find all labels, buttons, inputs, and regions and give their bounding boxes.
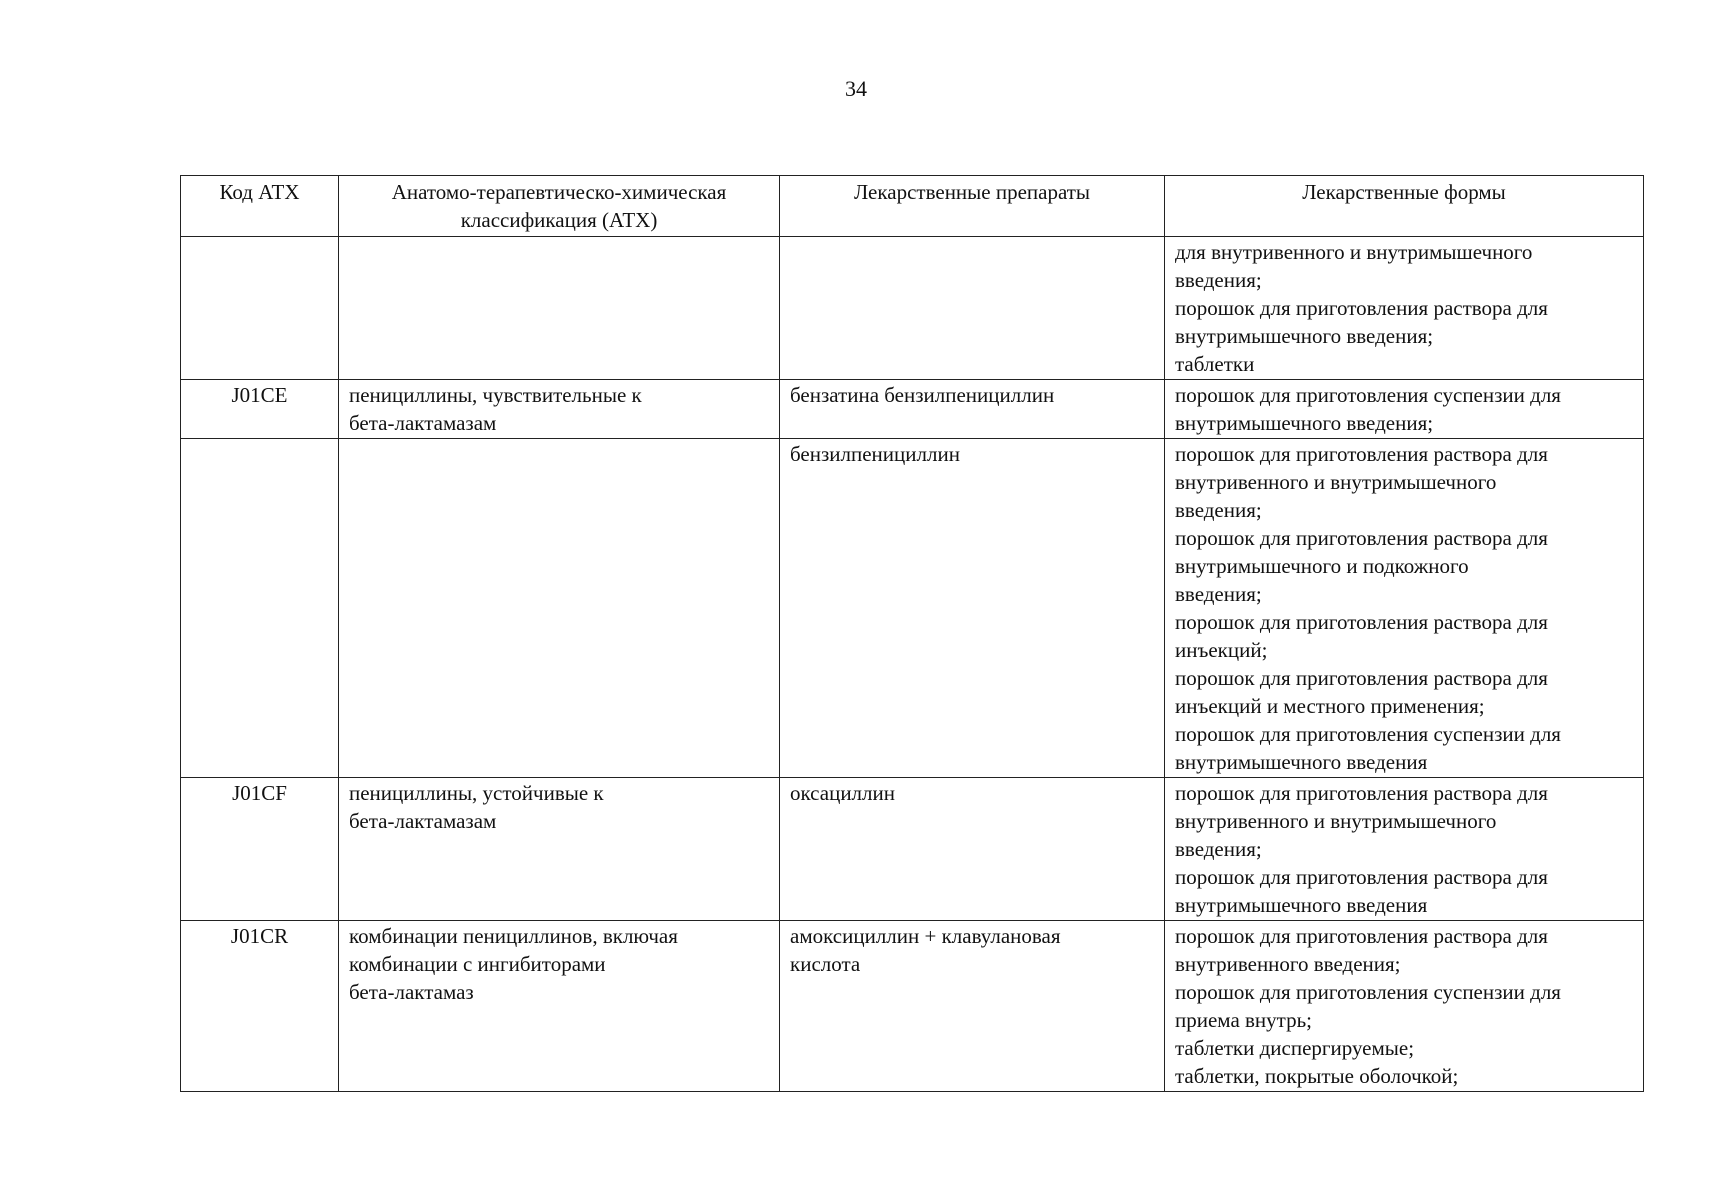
forms-cell [1165, 380, 1644, 439]
drug-line: амоксициллин + клавулановая [790, 924, 1061, 948]
header-classification: Анатомо-терапевтическо-химическая классификация (АТХ) [339, 176, 780, 237]
form-line: инъекций; [1175, 638, 1268, 662]
form-line: внутривенного и внутримышечного [1175, 809, 1497, 833]
form-line: таблетки, покрытые оболочкой; [1175, 1064, 1459, 1088]
header-forms: Лекарственные формы [1165, 176, 1644, 237]
form-line: таблетки диспергируемые; [1175, 1036, 1415, 1060]
table-row [181, 380, 1644, 439]
form-line: внутривенного и внутримышечного [1175, 470, 1497, 494]
forms-cell [1165, 439, 1644, 778]
table-header-row [181, 176, 1644, 237]
form-line: внутримышечного и подкожного [1175, 554, 1469, 578]
form-line: внутримышечного введения; [1175, 324, 1434, 348]
classification-cell [339, 237, 780, 380]
table-row [181, 439, 1644, 778]
table-row [181, 237, 1644, 380]
form-line: введения; [1175, 498, 1262, 522]
page-number: 34 [845, 76, 867, 101]
form-line: порошок для приготовления суспензии для [1175, 383, 1561, 407]
form-line: внутримышечного введения [1175, 750, 1428, 774]
header-code: Код АТХ [181, 176, 339, 237]
table-row [181, 778, 1644, 921]
form-line: порошок для приготовления раствора для [1175, 781, 1548, 805]
forms-cell [1165, 921, 1644, 1092]
classification-cell [339, 921, 780, 1092]
drug-cell: оксациллин [780, 778, 1165, 921]
atx-code-cell [181, 237, 339, 380]
classification-cell [339, 380, 780, 439]
form-line: порошок для приготовления раствора для [1175, 924, 1548, 948]
atx-code-cell: J01CR [181, 921, 339, 1092]
classification-cell [339, 778, 780, 921]
classification-line: бета-лактамаз [349, 980, 474, 1004]
atx-table [180, 175, 1644, 1092]
atx-code-cell: J01CF [181, 778, 339, 921]
forms-cell [1165, 237, 1644, 380]
table-row [181, 921, 1644, 1092]
form-line: внутримышечного введения; [1175, 411, 1434, 435]
form-line: порошок для приготовления раствора для [1175, 666, 1548, 690]
form-line: приема внутрь; [1175, 1008, 1313, 1032]
form-line: введения; [1175, 582, 1262, 606]
classification-line: бета-лактамазам [349, 809, 497, 833]
drug-cell [780, 921, 1165, 1092]
drug-line: кислота [790, 952, 861, 976]
form-line: внутривенного введения; [1175, 952, 1401, 976]
classification-line: комбинации с ингибиторами [349, 952, 606, 976]
form-line: таблетки [1175, 352, 1255, 376]
form-line: порошок для приготовления раствора для [1175, 865, 1548, 889]
header-drugs: Лекарственные препараты [780, 176, 1165, 237]
form-line: порошок для приготовления раствора для [1175, 296, 1548, 320]
form-line: порошок для приготовления раствора для [1175, 610, 1548, 634]
classification-line: пенициллины, чувствительные к [349, 383, 642, 407]
form-line: порошок для приготовления суспензии для [1175, 980, 1561, 1004]
classification-line: комбинации пенициллинов, включая [349, 924, 678, 948]
drug-cell [780, 237, 1165, 380]
form-line: порошок для приготовления раствора для [1175, 526, 1548, 550]
form-line: для внутривенного и внутримышечного [1175, 240, 1533, 264]
form-line: введения; [1175, 837, 1262, 861]
classification-cell [339, 439, 780, 778]
form-line: порошок для приготовления раствора для [1175, 442, 1548, 466]
forms-cell [1165, 778, 1644, 921]
form-line: введения; [1175, 268, 1262, 292]
form-line: порошок для приготовления суспензии для [1175, 722, 1561, 746]
form-line: инъекций и местного применения; [1175, 694, 1485, 718]
atx-code-cell [181, 439, 339, 778]
form-line: внутримышечного введения [1175, 893, 1428, 917]
drug-cell: бензилпенициллин [780, 439, 1165, 778]
drug-cell: бензатина бензилпенициллин [780, 380, 1165, 439]
classification-line: бета-лактамазам [349, 411, 497, 435]
atx-code-cell: J01CE [181, 380, 339, 439]
classification-line: пенициллины, устойчивые к [349, 781, 604, 805]
